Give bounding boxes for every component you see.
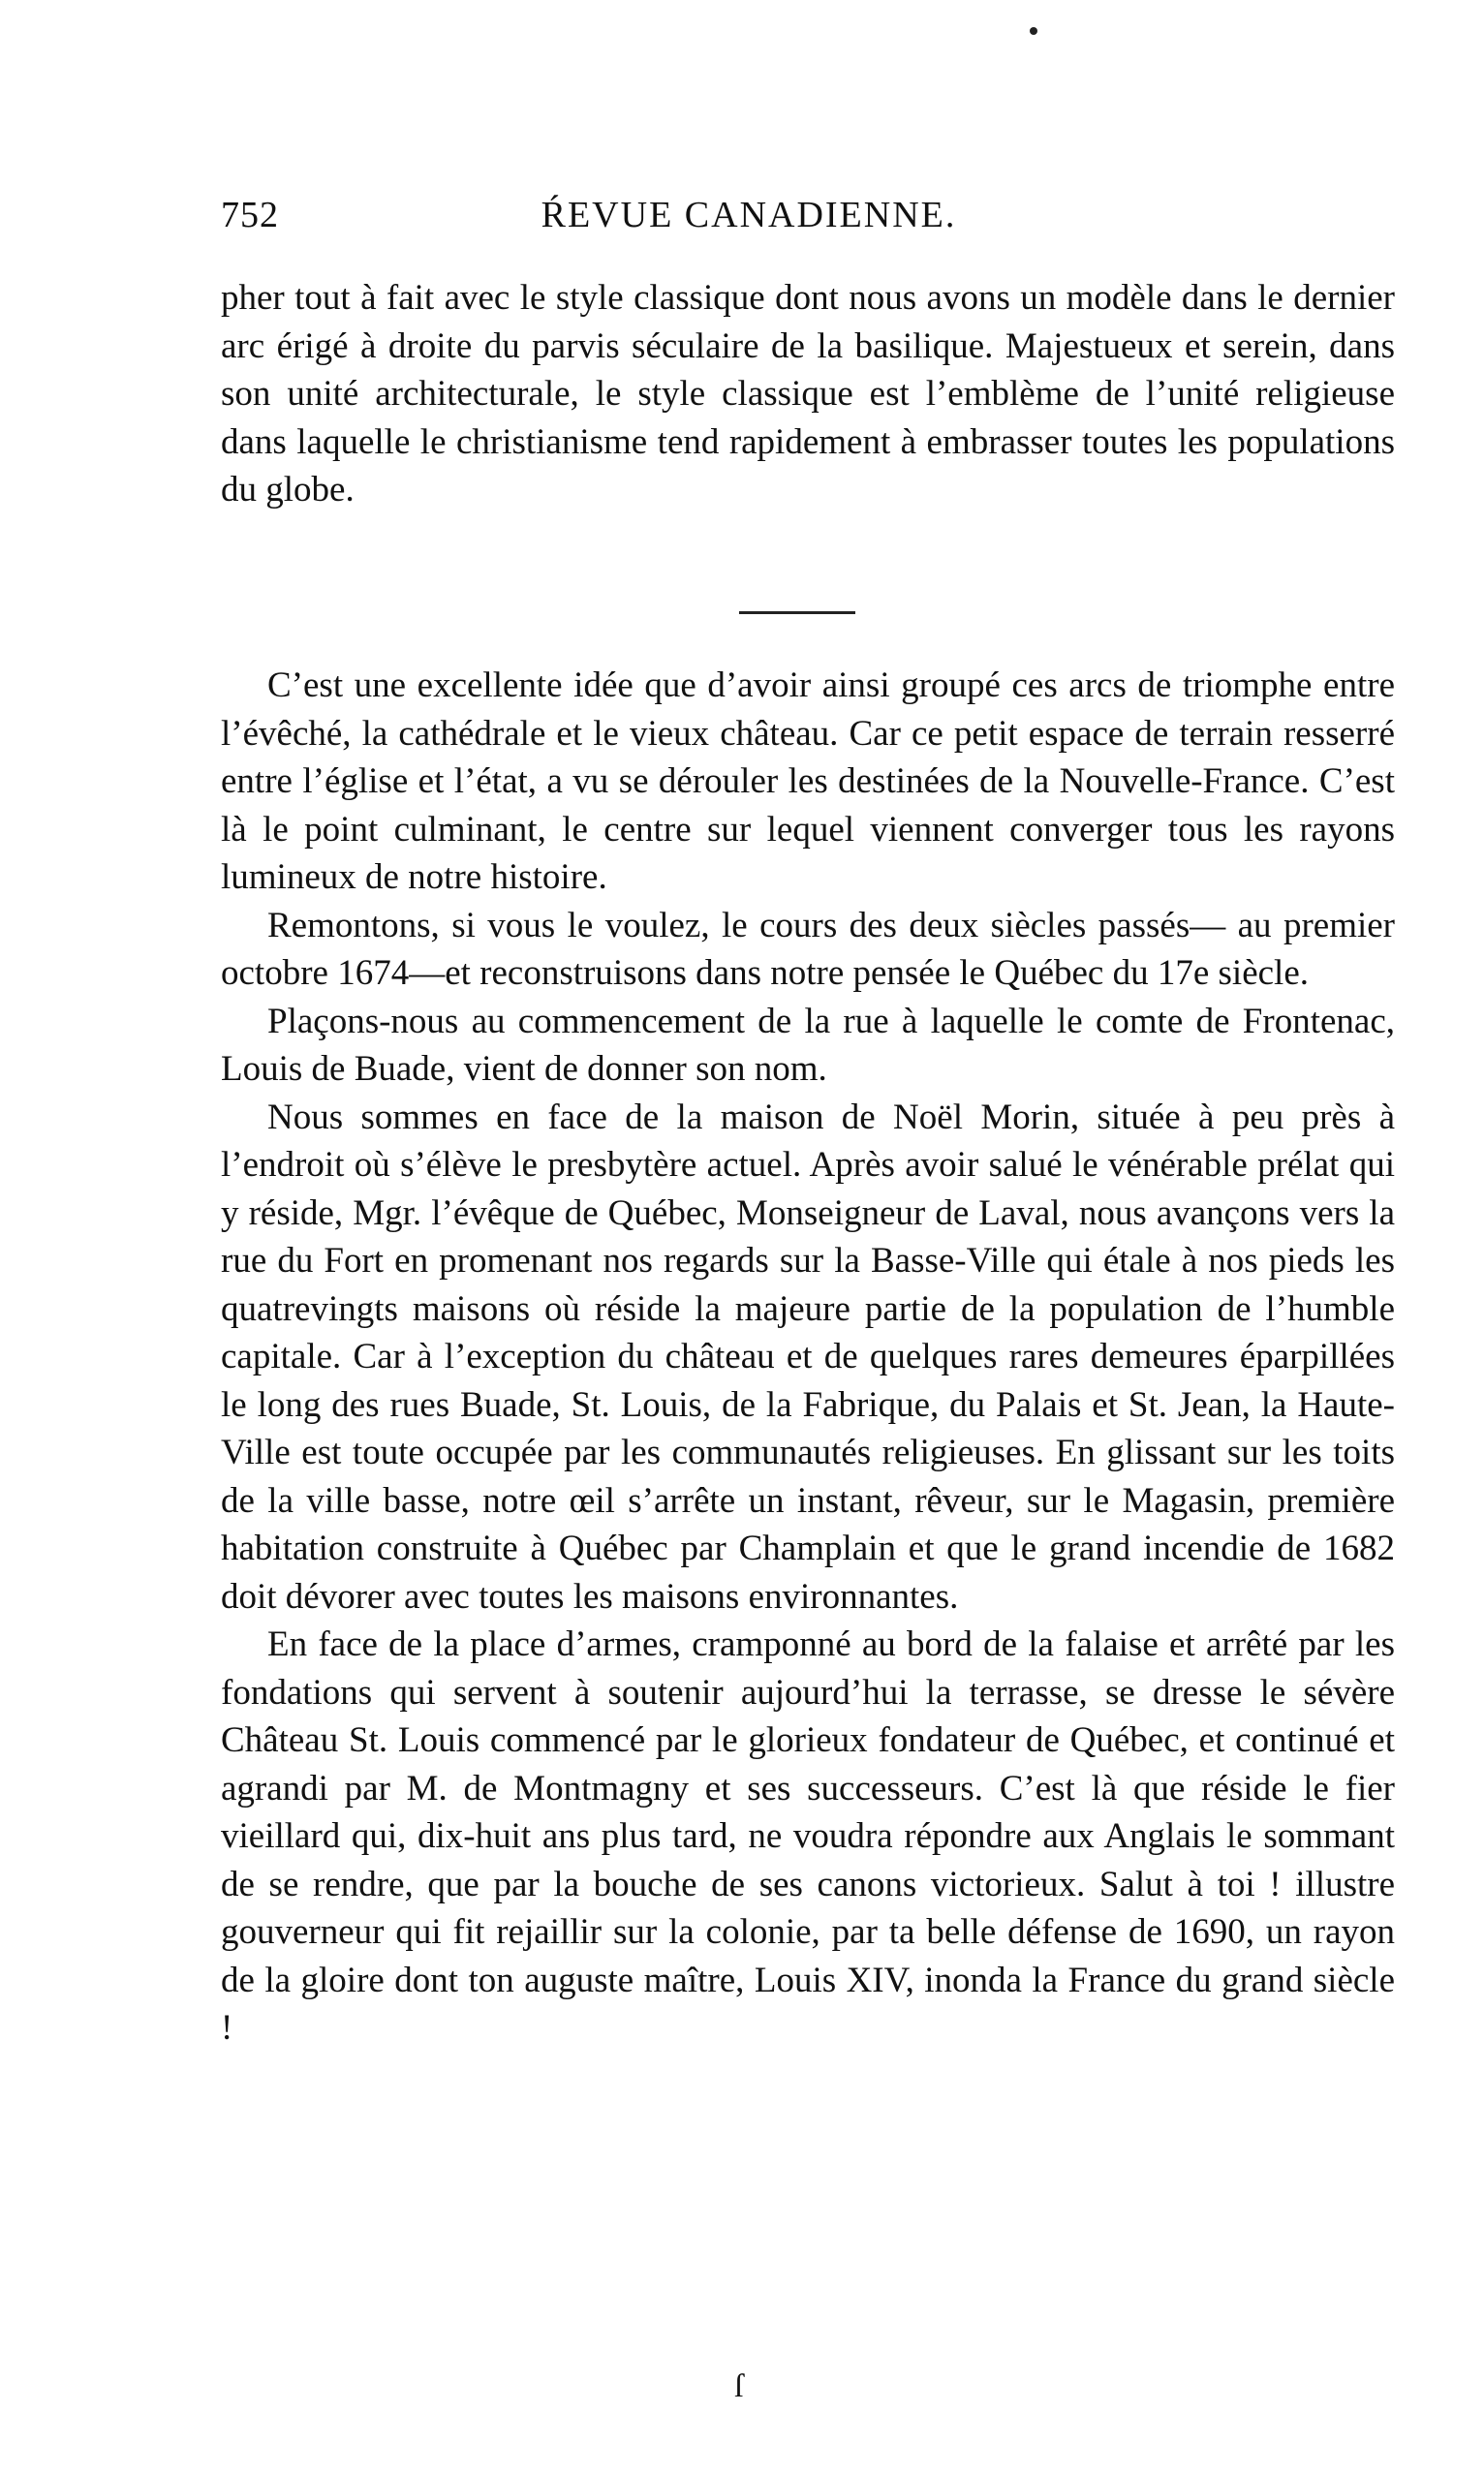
ink-speck xyxy=(1030,27,1037,35)
continued-paragraph-block xyxy=(221,274,1395,514)
section-divider xyxy=(739,611,855,614)
footer-mark: ſ xyxy=(734,2368,744,2404)
main-text-block xyxy=(221,662,1395,2053)
page-number: 752 xyxy=(221,195,279,235)
paragraph: Remontons, si vous le voulez, le cours des deux siècles passés— au premier octobre 1674—et reconstruisons dans notre pensée le Québec du 17e siècle. xyxy=(221,905,1395,993)
paragraph: C’est une excellente idée que d’avoir ainsi groupé ces arcs de triomphe entre l’évêché, la cathédrale et le vieux château. Car ce petit espace de terrain resserré entre l’église et l’état, a vu se dérouler les destinées de la Nouvelle-France. C’est là le point culminant, le centre sur lequel viennent converger tous les rayons lumineux de notre histoire. xyxy=(221,665,1395,897)
running-header xyxy=(221,194,1277,252)
paragraph: Plaçons-nous au commencement de la rue à laquelle le comte de Frontenac, Louis de Buade, vient de donner son nom. xyxy=(221,1001,1395,1089)
running-title: ŔEVUE CANADIENNE. xyxy=(541,195,957,235)
paragraph: Nous sommes en face de la maison de Noël Morin, située à peu près à l’endroit où s’élève le presbytère actuel. Après avoir salué le vénérable prélat qui y réside, Mgr. l’évêque de Québec, Monseigneur de Laval, nous avançons vers la rue du Fort en promenant nos regards sur la Basse-Ville qui étale à nos pieds les quatrevingts maisons où réside la majeure partie de la population de l’humble capitale. Car à l’exception du château et de quelques rares demeures éparpillées le long des rues Buade, St. Louis, de la Fabrique, du Palais et St. Jean, la Haute-Ville est toute occupée par les communautés religieuses. En glissant sur les toits de la ville basse, notre œil s’arrête un instant, rêveur, sur le Magasin, première habitation construite à Québec par Champlain et que le grand incendie de 1682 doit dévorer avec toutes les maisons environnantes. xyxy=(221,1097,1395,1617)
continued-paragraph: pher tout à fait avec le style classique dont nous avons un modèle dans le dernier arc érigé à droite du parvis séculaire de la basilique. Majestueux et serein, dans son unité architecturale, le style classique est l’emblème de l’unité religieuse dans laquelle le christianisme tend rapidement à embrasser toutes les populations du globe. xyxy=(221,278,1395,510)
paragraph: En face de la place d’armes, cramponné au bord de la falaise et arrêté par les fondations qui servent à soutenir aujourd’hui la terrasse, se dresse le sévère Château St. Louis commencé par le glorieux fondateur de Québec, et continué et agrandi par M. de Montmagny et ses successeurs. C’est là que réside le fier vieillard qui, dix-huit ans plus tard, ne voudra répondre aux Anglais le sommant de se rendre, que par la bouche de ses canons victorieux. Salut à toi ! illustre gouverneur qui fit rejaillir sur la colonie, par ta belle défense de 1690, un rayon de la gloire dont ton auguste maître, Louis XIV, inonda la France du grand siècle ! xyxy=(221,1624,1395,2048)
